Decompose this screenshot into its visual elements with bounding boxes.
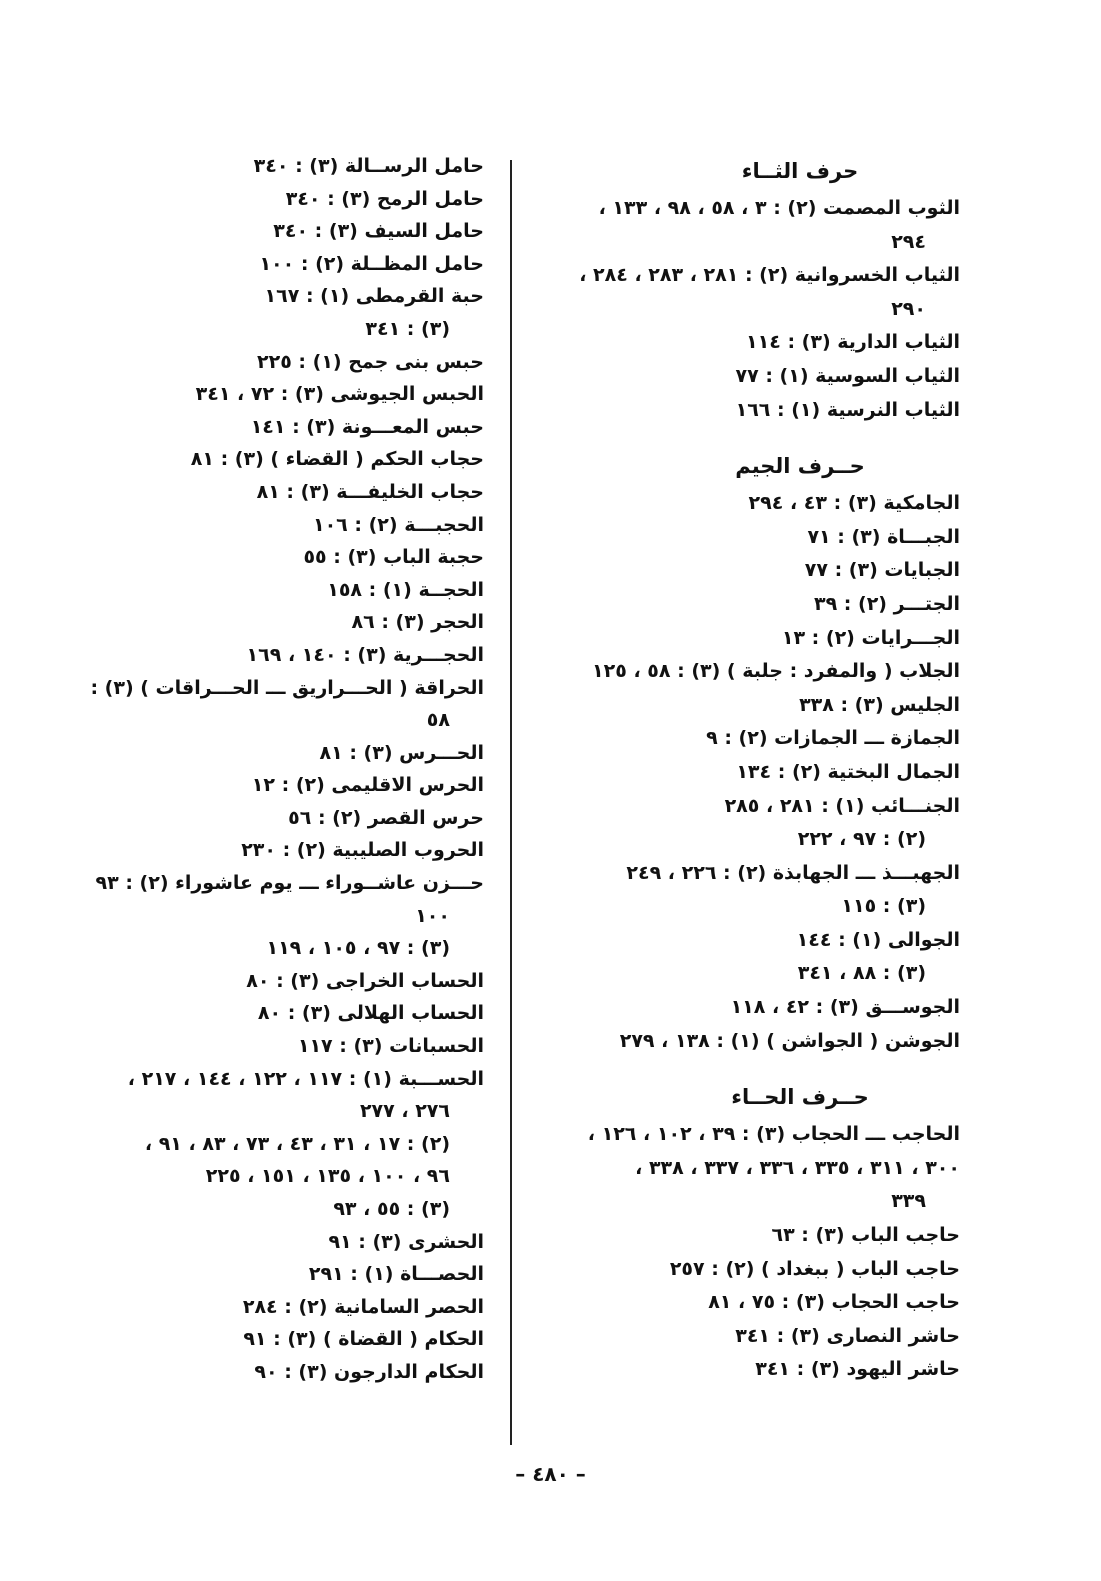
index-entry: حبة القرمطى (١) : ١٦٧ <box>264 285 484 308</box>
index-entry: الثياب السوسية (١) : ٧٧ <box>735 364 960 387</box>
index-entry: الحاجب ـــ الحجاب (٣) : ٣٩ ، ١٠٢ ، ١٢٦ ، <box>587 1123 960 1146</box>
index-entry-continuation: (٣) : ١١٥ <box>841 895 926 918</box>
index-entry: الثوب المصمت (٢) : ٣ ، ٥٨ ، ٩٨ ، ١٣٣ ، <box>598 197 960 219</box>
index-entry: الحكام ( القضاة ) (٣) : ٩١ <box>243 1328 484 1351</box>
index-entry: الحراقة ( الحـــراريق ـــ الحـــراقات ) (٣) : <box>90 676 484 699</box>
index-entry: حـــزن عاشــوراء ـــ يوم عاشوراء (٢) : ٩٣ <box>95 872 484 895</box>
index-entry-continuation: (٣) : ٩٧ ، ١٠٥ ، ١١٩ <box>266 937 450 960</box>
index-entry-continuation: (٣) : ٥٥ ، ٩٣ <box>333 1198 450 1220</box>
section-heading-tha: حرف الثــاء <box>741 159 859 183</box>
index-entry: الحرس الاقليمى (٢) : ١٢ <box>251 774 484 797</box>
index-entry: الحساب الخراجى (٣) : ٨٠ <box>246 969 484 992</box>
index-entry-continuation: ٢٧٦ ، ٢٧٧ <box>359 1100 450 1123</box>
left-column <box>14 150 484 1389</box>
index-entry-continuation: ٣٣٩ <box>891 1190 926 1213</box>
index-entry: حامل المظــلة (٢) : ١٠٠ <box>259 252 484 275</box>
index-entry: الجامكية (٣) : ٤٣ ، ٢٩٤ <box>748 492 960 515</box>
index-entry: الجتـــر (٢) : ٣٩ <box>813 592 960 615</box>
index-entry: الحسبانات (٣) : ١١٧ <box>297 1035 484 1058</box>
index-entry: الحصر السامانية (٢) : ٢٨٤ <box>242 1295 484 1318</box>
index-entry-continuation: (٢) : ١٧ ، ٣١ ، ٤٣ ، ٧٣ ، ٨٣ ، ٩١ ، <box>144 1132 450 1155</box>
index-entry-continuation: ١٠٠ <box>415 904 450 927</box>
index-entry-continuation: ٥٨ <box>426 709 450 732</box>
index-entry-continuation: (٣) : ٣٤١ <box>365 317 450 340</box>
index-entry: حاجب الباب (٣) : ٦٣ <box>771 1224 960 1247</box>
index-entry: الجهبـــذ ـــ الجهابذة (٢) : ٢٢٦ ، ٢٤٩ <box>626 861 960 884</box>
index-entry: حاجب الحجاب (٣) : ٧٥ ، ٨١ <box>708 1291 960 1314</box>
index-entry: الجمازة ـــ الجمازات (٢) : ٩ <box>706 727 960 750</box>
index-entry: الحصـــاة (١) : ٢٩١ <box>308 1263 484 1286</box>
index-entry: حبس المعـــونة (٣) : ١٤١ <box>250 415 484 438</box>
index-entry: الحســـبة (١) : ١١٧ ، ١٢٢ ، ١٤٤ ، ٢١٧ ، <box>127 1067 484 1090</box>
index-entry: الحجــة (١) : ١٥٨ <box>327 578 484 601</box>
page-number: – ٤٨٠ – <box>515 1462 586 1486</box>
index-entry: حامل الرمح (٣) : ٣٤٠ <box>285 187 484 210</box>
index-entry: حجبة الباب (٣) : ٥٥ <box>303 546 484 569</box>
index-entry-continuation: (٣) : ٨٨ ، ٣٤١ <box>797 962 926 985</box>
index-entry: الحجبـــة (٢) : ١٠٦ <box>312 513 484 536</box>
index-entry: حرس القصر (٢) : ٥٦ <box>288 806 484 829</box>
index-entry: الحجـــرية (٣) : ١٤٠ ، ١٦٩ <box>246 643 484 666</box>
index-entry: حامل الرســالة (٣) : ٣٤٠ <box>253 155 484 177</box>
index-entry-continuation: ٣٠٠ ، ٣١١ ، ٣٣٥ ، ٣٣٦ ، ٣٣٧ ، ٣٣٨ ، <box>635 1156 960 1179</box>
index-entry: الجوســـق (٣) : ٤٢ ، ١١٨ <box>730 996 960 1019</box>
index-entry: الثياب الخسروانية (٢) : ٢٨١ ، ٢٨٣ ، ٢٨٤ ، <box>579 264 960 287</box>
index-entry: حجاب الخليفـــة (٣) : ٨١ <box>256 480 484 503</box>
index-entry: الجوالى (١) : ١٤٤ <box>796 928 960 951</box>
index-entry: الحروب الصليبية (٢) : ٢٣٠ <box>241 839 484 862</box>
index-entry: حبس بنى جمح (١) : ٢٢٥ <box>257 350 484 373</box>
index-entry: الجوشن ( الجواشن ) (١) : ١٣٨ ، ٢٧٩ <box>619 1029 960 1052</box>
index-entry: الحساب الهلالى (٣) : ٨٠ <box>257 1002 484 1025</box>
index-entry: الحـــرس (٣) : ٨١ <box>319 741 484 764</box>
index-entry: حاجب الباب ( ببغداد ) (٢) : ٢٥٧ <box>669 1257 960 1280</box>
right-column <box>520 150 960 1387</box>
index-entry: الحبس الجيوشى (٣) : ٧٢ ، ٣٤١ <box>195 383 484 406</box>
index-entry: الجليس (٣) : ٣٣٨ <box>799 693 960 716</box>
index-entry: الجبـــاة (٣) : ٧١ <box>807 525 960 548</box>
index-entry: الثياب الدارية (٣) : ١١٤ <box>746 331 960 354</box>
index-entry: الثياب النرسية (١) : ١٦٦ <box>735 398 960 421</box>
index-entry: الجنـــائب (١) : ٢٨١ ، ٢٨٥ <box>724 794 960 817</box>
index-entry-continuation: ٢٩٠ <box>891 297 926 320</box>
index-entry: الجبايات (٣) : ٧٧ <box>804 559 960 582</box>
index-entry: الجـــرايات (٢) : ١٣ <box>781 626 960 649</box>
index-entry: حجاب الحكم ( القضاء ) (٣) : ٨١ <box>190 448 484 471</box>
index-entry-continuation: (٢) : ٩٧ ، ٢٢٢ <box>797 828 926 851</box>
index-entry: الجمال البختية (٢) : ١٣٤ <box>736 760 960 783</box>
index-entry: حامل السيف (٣) : ٣٤٠ <box>273 220 484 243</box>
index-entry: حاشر اليهود (٣) : ٣٤١ <box>755 1358 960 1381</box>
index-entry: الحكام الدارجون (٣) : ٩٠ <box>254 1360 484 1383</box>
index-entry: حاشر النصارى (٣) : ٣٤١ <box>735 1324 960 1347</box>
index-entry: الحشرى (٣) : ٩١ <box>328 1230 484 1253</box>
column-divider <box>510 160 512 1445</box>
index-entry-continuation: ٢٩٤ <box>891 230 926 253</box>
section-heading-jim: حــرف الجيم <box>735 454 865 479</box>
index-entry: الحجر (٣) : ٨٦ <box>351 611 484 634</box>
section-heading-ha: حــرف الحــاء <box>731 1085 869 1110</box>
index-entry: الجلاب ( والمفرد : جلبة ) (٣) : ٥٨ ، ١٢٥ <box>592 660 960 683</box>
index-entry-continuation: ٩٦ ، ١٠٠ ، ١٣٥ ، ١٥١ ، ٢٢٥ <box>205 1165 450 1188</box>
